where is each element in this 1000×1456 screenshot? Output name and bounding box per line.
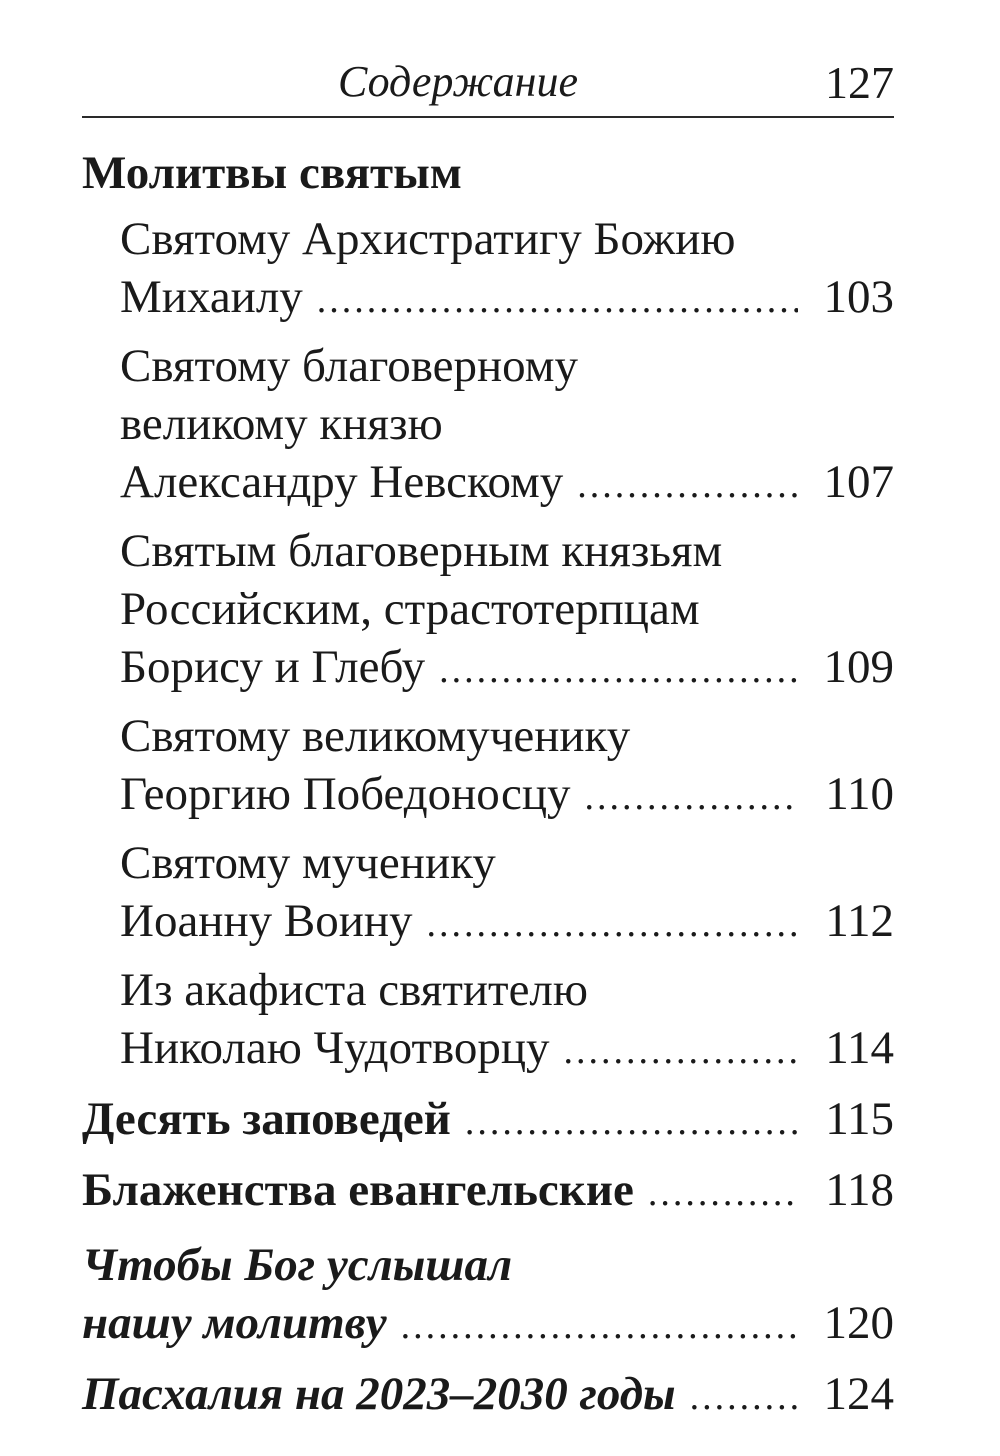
entry-last-line	[120, 1019, 894, 1080]
toc-entry	[82, 522, 894, 699]
running-header	[82, 50, 894, 118]
entry-text: Борису и Глебу	[120, 641, 426, 693]
entry-last-line	[82, 1294, 894, 1355]
entry-text: Иоанну Воину	[120, 895, 413, 947]
dot-leader	[648, 1164, 798, 1222]
entry-line: Из акафиста святителю	[120, 964, 589, 1016]
entry-last-line	[120, 453, 894, 514]
entry-page: 124	[823, 1368, 894, 1420]
toc-entry-top	[82, 1161, 894, 1222]
entry-last-line	[120, 892, 894, 953]
entry-text: Николаю Чудотворцу	[120, 1022, 550, 1074]
page-number: 127	[825, 57, 894, 108]
section-title: Молитвы святым	[82, 147, 462, 199]
entry-line: Святому благоверному	[120, 340, 578, 392]
dot-leader	[465, 1093, 798, 1151]
entry-page: 103	[823, 271, 894, 323]
entry-line: великому князю	[120, 398, 443, 450]
toc-page	[82, 50, 894, 1426]
entry-text: Георгию Победоносцу	[120, 768, 571, 820]
toc-entry-top	[82, 1090, 894, 1151]
toc-entry	[82, 337, 894, 514]
entry-line: Российским, страстотерпцам	[120, 583, 700, 635]
entry-page: 118	[825, 1164, 894, 1216]
toc-entry-top	[82, 1365, 894, 1426]
toc-entry-top	[82, 1236, 894, 1355]
entry-text: Пасхалия на 2023–2030 годы	[82, 1368, 676, 1420]
entry-text: Десять заповедей	[82, 1093, 451, 1145]
dot-leader	[564, 1022, 798, 1080]
entry-line: Святым благоверным князьям	[120, 525, 723, 577]
entry-last-line	[82, 1365, 894, 1426]
entry-line: Святому великомученику	[120, 710, 631, 762]
dot-leader	[317, 271, 798, 329]
entry-text: Блаженства евангельские	[82, 1164, 634, 1216]
entry-line: Чтобы Бог услышал	[82, 1239, 513, 1291]
entry-page: 114	[825, 1022, 894, 1074]
dot-leader	[577, 456, 798, 514]
entry-last-line	[82, 1090, 894, 1151]
entry-page: 109	[823, 641, 894, 693]
dot-leader	[584, 768, 798, 826]
dot-leader	[690, 1368, 798, 1426]
entry-page: 107	[823, 456, 894, 508]
entry-page: 112	[825, 895, 894, 947]
entry-line: Святому мученику	[120, 837, 496, 889]
entry-last-line	[120, 765, 894, 826]
entry-page: 120	[823, 1297, 894, 1349]
dot-leader	[401, 1297, 798, 1355]
entry-last-line	[120, 268, 894, 329]
toc-entry	[82, 707, 894, 826]
toc-entry	[82, 961, 894, 1080]
entry-last-line	[120, 638, 894, 699]
entry-last-line	[82, 1161, 894, 1222]
toc-entry	[82, 210, 894, 329]
dot-leader	[439, 641, 798, 699]
entry-text: Александру Невскому	[120, 456, 564, 508]
dot-leader	[427, 895, 798, 953]
entry-line: Святому Архистратигу Божию	[120, 213, 736, 265]
entry-page: 115	[825, 1093, 894, 1145]
entry-page: 110	[825, 768, 894, 820]
toc-entry	[82, 834, 894, 953]
entry-text: нашу молитву	[82, 1297, 387, 1349]
entry-text: Михаилу	[120, 271, 303, 323]
running-title: Содержание	[337, 57, 578, 106]
